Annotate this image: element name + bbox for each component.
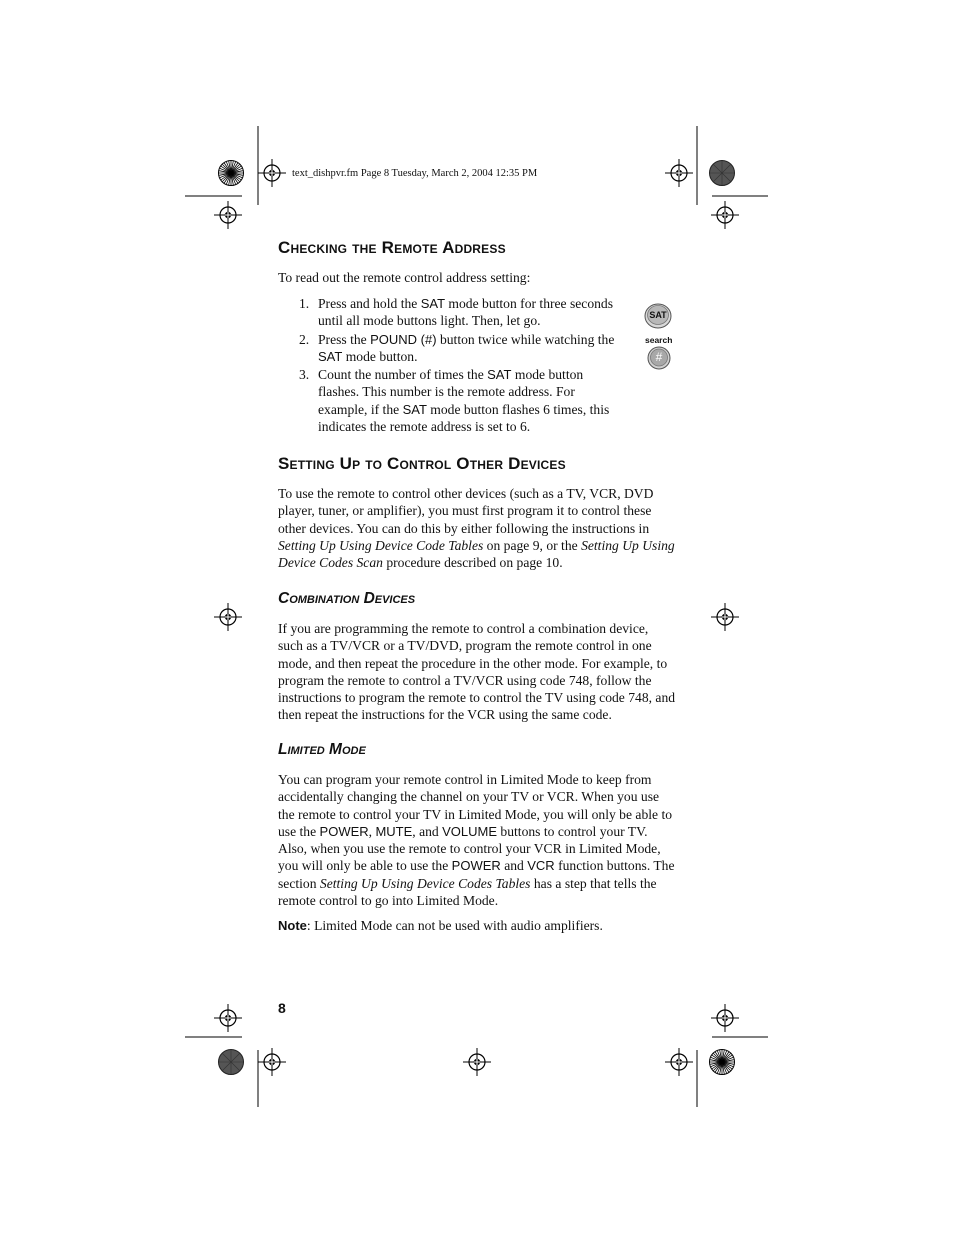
button-name: VCR — [527, 858, 555, 874]
section-body: If you are programming the remote to control a combination device, such as a TV/VCR or a TV/DVD, program the remote control in one mode, and then repeat the procedure in the other mode. For example, to program the remote to control a TV/VCR using code 748, follow the instructions to program the remote to control the TV using code 748, and then repeat the instructions for the VCR using the same code. — [278, 621, 676, 723]
pound-button-icon — [647, 346, 671, 370]
step-number: 1. — [299, 296, 310, 311]
cross-reference: Setting Up Using Device Code Tables — [278, 537, 484, 553]
button-name: POWER — [319, 823, 369, 839]
body-text: has a step that tells the remote control to go into Limited Mode. — [278, 875, 657, 909]
section-body — [278, 485, 676, 571]
button-name: SAT — [420, 296, 446, 311]
body-text: To use the remote to control other devices (such as a TV, VCR, DVD player, tuner, or amplifier), you must first program it to control these other devices. You can do this by either following the instructions in — [278, 486, 654, 536]
list-item — [278, 331, 623, 366]
cross-reference: Setting Up Using Device Codes Scan — [278, 537, 675, 571]
step-text: mode button flashes 6 times, this indicates the remote address is set to 6. — [318, 401, 610, 435]
button-name: SAT — [402, 401, 427, 417]
body-text: You can program your remote control in Limited Mode to keep from accidentally changing the channel on your TV or VCR. When you use the remote to control your TV in Limited Mode, you will only be able to use the — [278, 772, 673, 839]
page-number: 8 — [278, 1000, 286, 1016]
step-text: Press and hold the — [318, 296, 421, 311]
body-text: buttons to control your TV. Also, when you use the remote to control your VCR in Limited Mode, you will only be able to use the — [278, 823, 661, 874]
print-header: text_dishpvr.fm Page 8 Tuesday, March 2, 2004 12:35 PM — [292, 168, 538, 179]
body-text: procedure described on page 10. — [382, 555, 563, 571]
sat-button-label: SAT — [649, 310, 667, 320]
section-body — [278, 771, 676, 909]
list-item — [278, 366, 623, 435]
step-text: mode button for three seconds until all mode buttons light. Then, let go. — [318, 296, 614, 329]
body-text: function buttons. The section — [278, 858, 675, 891]
body-text: , and — [412, 823, 443, 839]
body-text: on page 9, or the — [483, 537, 582, 553]
list-item — [278, 295, 623, 330]
button-name: POWER — [451, 858, 501, 874]
cross-reference: Setting Up Using Device Codes Tables — [319, 875, 531, 891]
subheading-limited-mode: Limited Mode — [278, 741, 366, 758]
step-text: mode button flashes. This number is the remote address. For example, if the — [318, 367, 584, 417]
body-text: , — [368, 823, 376, 839]
section-heading-checking-remote-address: Checking the Remote Address — [278, 238, 506, 257]
button-name: MUTE — [375, 823, 413, 839]
search-label: search — [645, 335, 673, 345]
step-text: Count the number of times the — [318, 367, 488, 383]
note — [278, 917, 676, 934]
section-intro: To read out the remote control address setting: — [278, 270, 531, 285]
step-number: 3. — [299, 367, 310, 383]
note-text: : Limited Mode can not be used with audio amplifiers. — [306, 918, 603, 933]
button-name: VOLUME — [442, 823, 498, 839]
button-name: POUND (#) — [370, 331, 437, 347]
section-heading-setting-up: Setting Up to Control Other Devices — [278, 454, 566, 473]
button-name: SAT — [318, 348, 343, 364]
note-label: Note — [278, 918, 307, 933]
step-text: mode button. — [342, 348, 418, 364]
pound-symbol: # — [655, 350, 663, 364]
sat-button-icon — [644, 303, 672, 329]
body-text: and — [500, 858, 528, 874]
steps-list — [278, 295, 623, 436]
step-text: Press the — [318, 331, 371, 347]
step-text: button twice while watching the — [436, 331, 615, 347]
button-name: SAT — [487, 367, 512, 383]
subheading-combination-devices: Combination Devices — [278, 590, 416, 607]
step-number: 2. — [299, 331, 310, 347]
